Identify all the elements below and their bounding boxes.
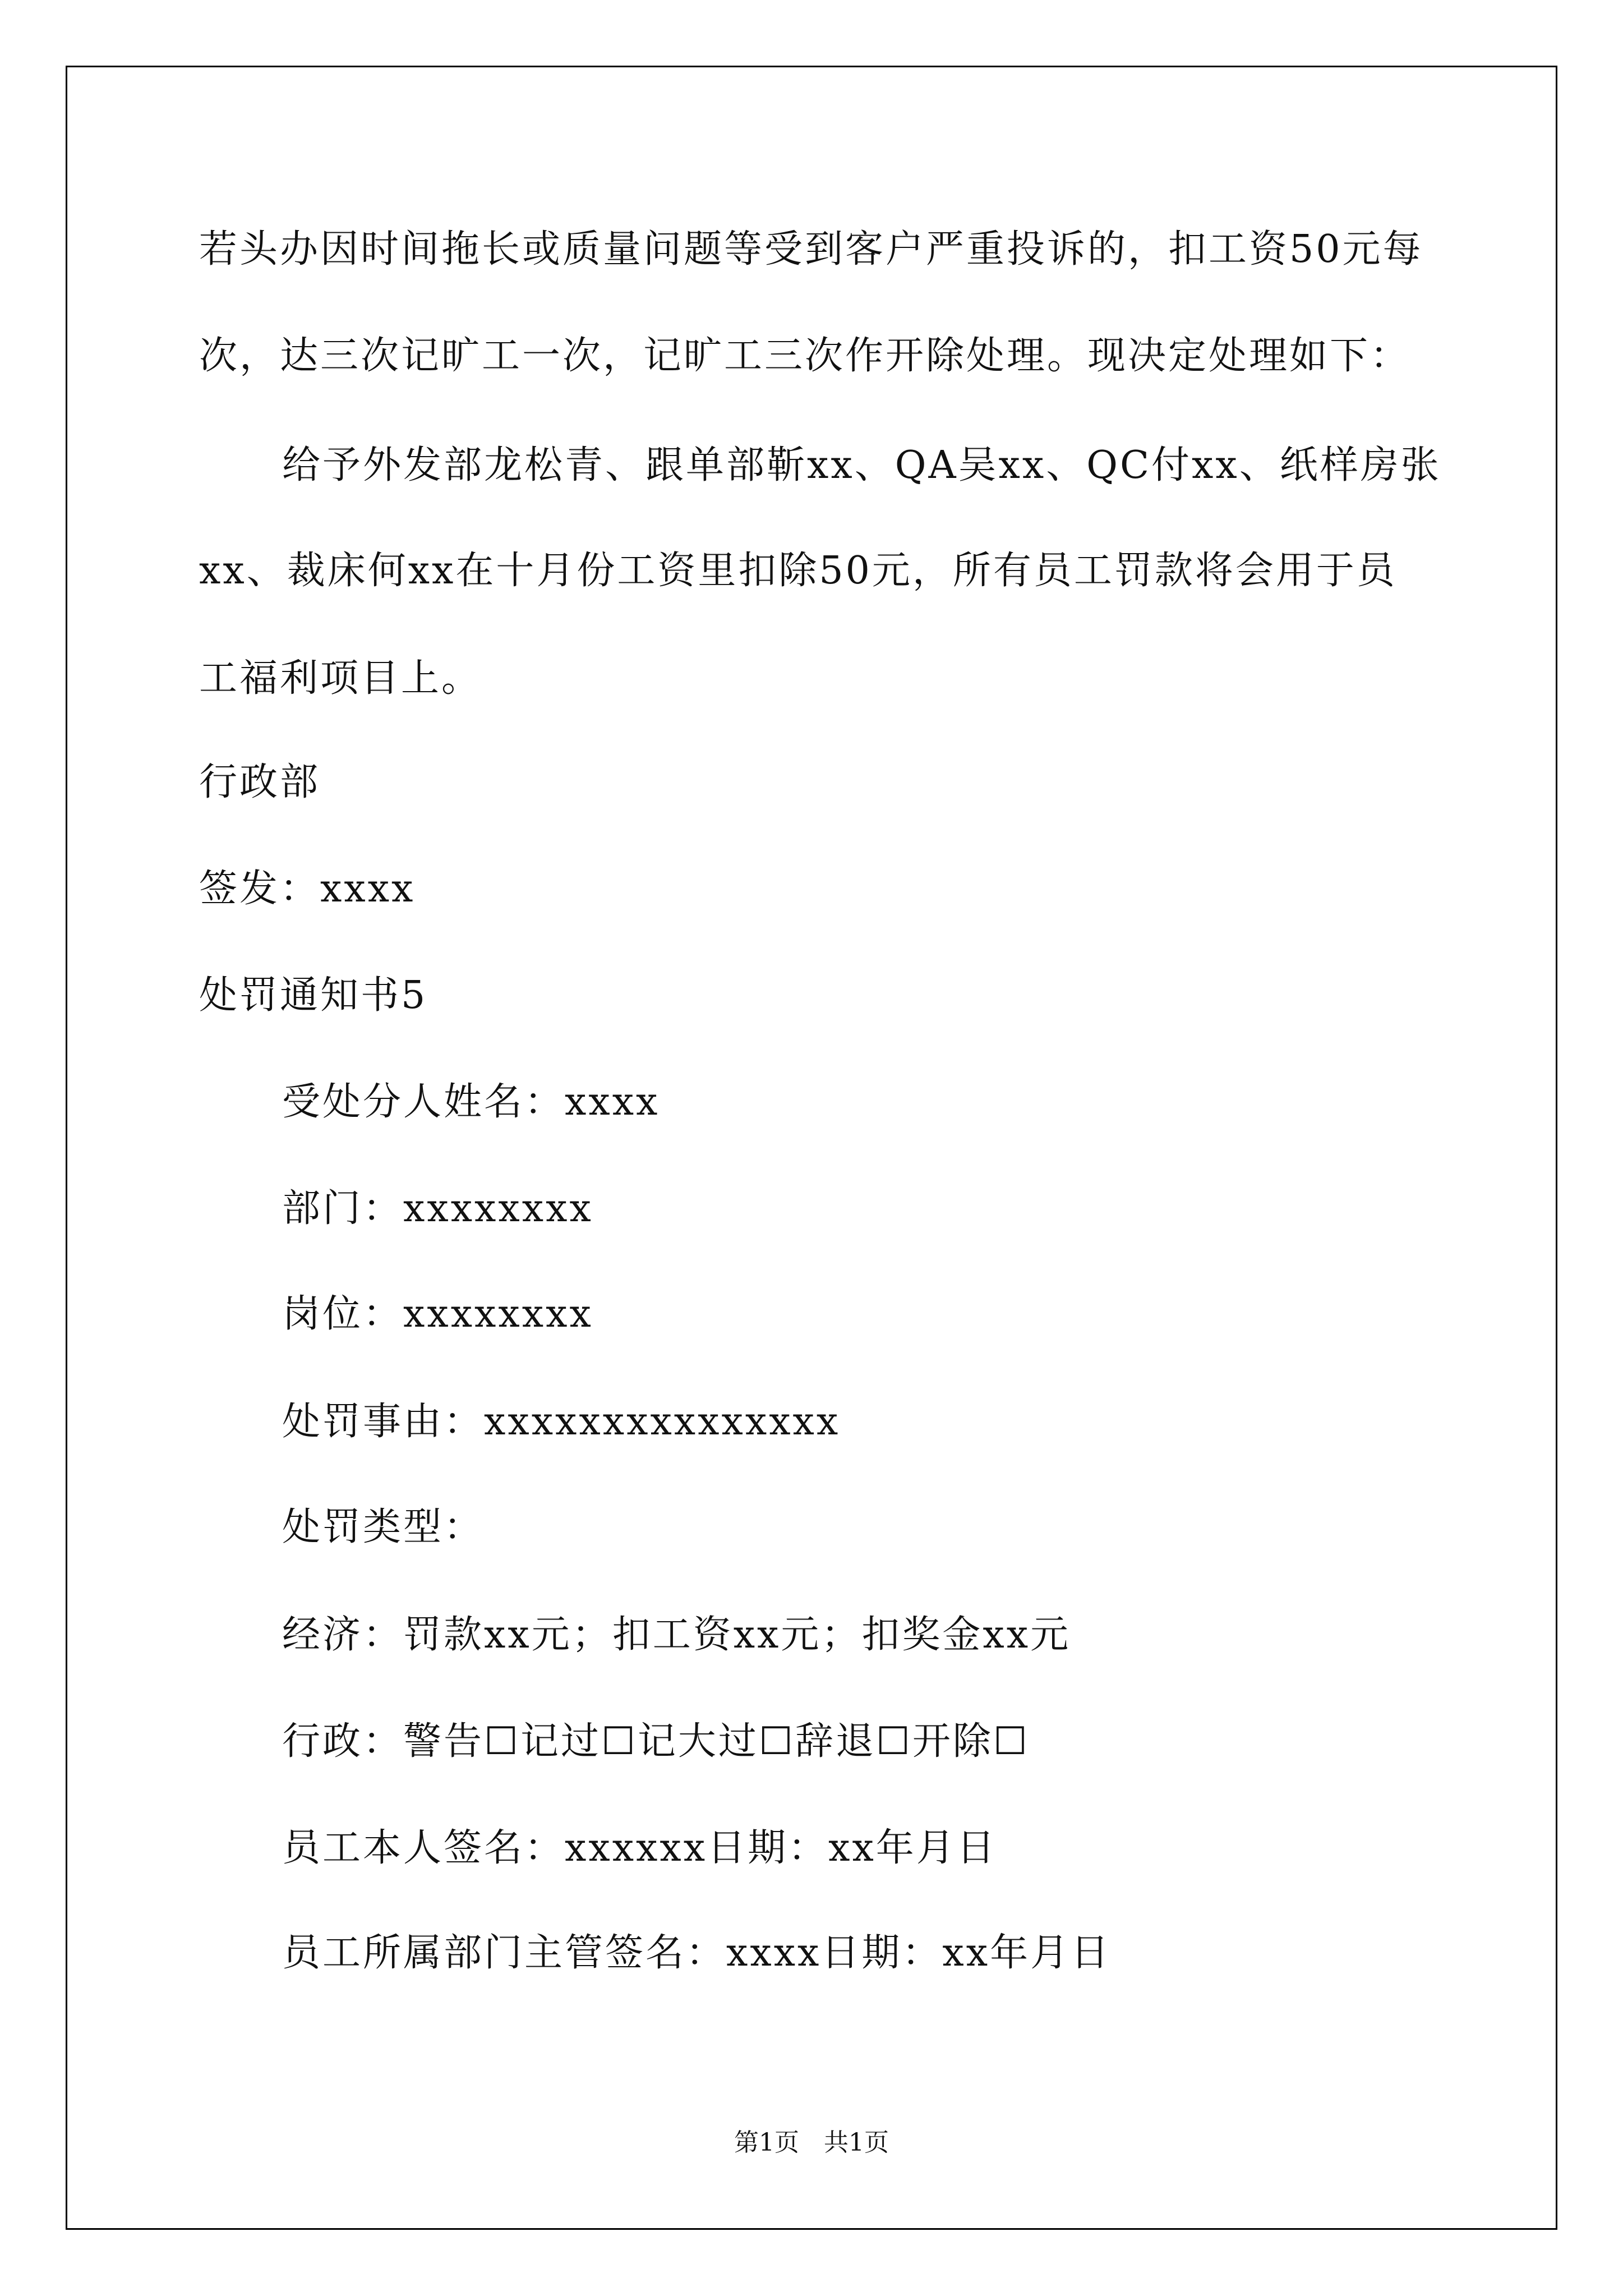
form-field-department: 部门：xxxxxxxx: [282, 1186, 593, 1231]
page-border: [66, 66, 1557, 2230]
department-name: 行政部: [199, 760, 321, 804]
paragraph-line: 若头办因时间拖长或质量问题等受到客户严重投诉的，扣工资50元每: [199, 227, 1423, 272]
issuer-line: 签发：xxxx: [199, 867, 416, 911]
form-field-type: 处罚类型：: [282, 1505, 485, 1549]
paragraph-line: 次，达三次记旷工一次，记旷工三次作开除处理。现决定处理如下：: [199, 334, 1411, 378]
form-field-name: 受处分人姓名：xxxx: [282, 1080, 660, 1124]
form-field-position: 岗位：xxxxxxxx: [282, 1292, 593, 1336]
form-field-economic: 经济：罚款xx元；扣工资xx元；扣奖金xx元: [282, 1613, 1071, 1657]
form-field-supervisor-signature: 员工所属部门主管签名：xxxx日期：xx年月日: [282, 1931, 1112, 1975]
page-footer: 第1页 共1页: [734, 2128, 889, 2157]
form-field-administrative: 行政：警告☐记过☐记大过☐辞退☐开除☐: [282, 1719, 1030, 1764]
paragraph-line: 工福利项目上。: [199, 656, 482, 701]
form-field-reason: 处罚事由：xxxxxxxxxxxxxxx: [282, 1400, 841, 1444]
form-field-employee-signature: 员工本人签名：xxxxxx日期：xx年月日: [282, 1826, 997, 1870]
notice-title: 处罚通知书5: [199, 973, 428, 1018]
paragraph-line: 给予外发部龙松青、跟单部靳xx、QA吴xx、QC付xx、纸样房张: [282, 443, 1441, 487]
paragraph-line: xx、裁床何xx在十月份工资里扣除50元，所有员工罚款将会用于员: [199, 549, 1397, 593]
